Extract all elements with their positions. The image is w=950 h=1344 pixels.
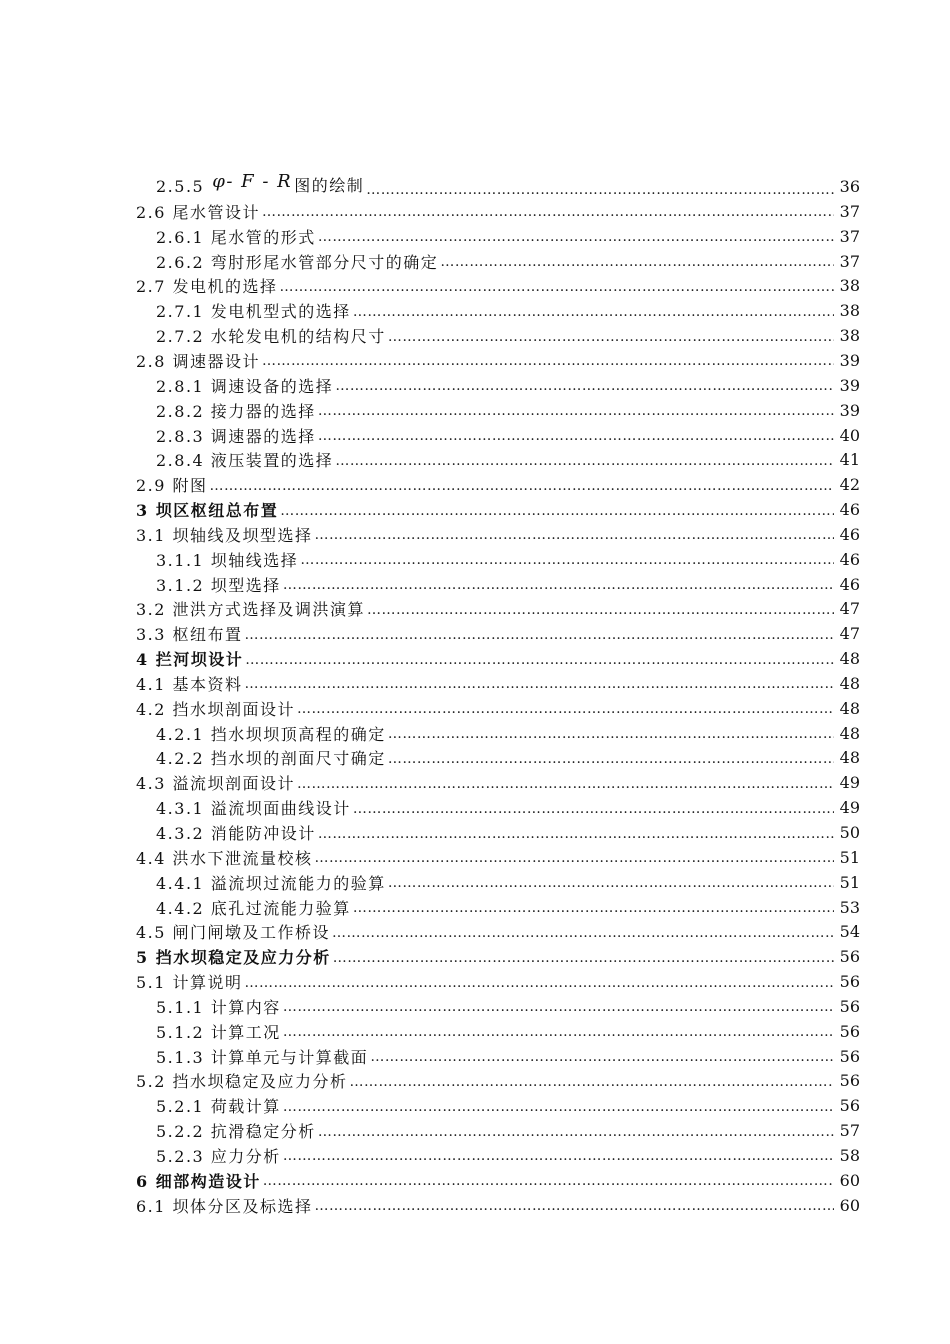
toc-entry[interactable] [136,522,860,547]
toc-entry-title: 4.4 洪水下泄流量校核 [136,848,313,868]
toc-entry-title: 5.2.3 应力分析 [156,1146,281,1166]
dot-leader [318,1125,834,1139]
toc-entry-title: 2.8.2 接力器的选择 [156,401,316,421]
toc-entry-number: 2.5.5 [156,177,205,196]
dot-leader [353,802,834,816]
toc-entry[interactable] [136,1044,860,1069]
dot-leader [353,901,834,915]
toc-entry-title: 4 拦河坝设计 [136,650,244,670]
toc-entry-title: 5.2.1 荷载计算 [156,1097,281,1117]
toc-entry-title: 4.2.1 挡水坝坝顶高程的确定 [156,724,386,744]
dot-leader [388,752,834,766]
toc-entry[interactable] [136,572,860,597]
toc-entry-title: 4.5 闸门闸墩及工作桥设 [136,923,331,943]
toc-entry-title: 2.7 发电机的选择 [136,277,278,297]
toc-entry[interactable] [136,199,860,224]
toc-entry[interactable] [136,298,860,323]
toc-entry-page: 36 [839,177,860,196]
dot-leader [318,827,834,841]
toc-entry-page: 60 [839,1195,860,1215]
toc-entry-page: 51 [839,872,860,892]
toc-entry-page: 57 [839,1121,860,1141]
dot-leader [335,379,834,393]
toc-entry-page: 48 [839,698,860,718]
toc-entry-title: 2.9 附图 [136,476,208,496]
toc-entry-page: 54 [839,922,860,942]
dot-leader [333,951,834,965]
toc-entry-title: 5.2.2 抗滑稳定分析 [156,1122,316,1142]
toc-entry[interactable] [136,770,860,795]
toc-entry[interactable] [136,1093,860,1118]
toc-entry-title: 3.3 枢纽布置 [136,625,243,645]
toc-entry-title: 4.3.2 消能防冲设计 [156,824,316,844]
toc-entry[interactable] [136,944,860,969]
toc-entry-title: 2.8.3 调速器的选择 [156,426,316,446]
toc-entry[interactable] [136,746,860,771]
dot-leader [283,578,834,592]
dot-leader [283,1149,834,1163]
dot-leader [297,702,834,716]
toc-entry[interactable] [136,348,860,373]
toc-entry[interactable] [136,994,860,1019]
toc-entry-page: 47 [839,599,860,619]
dot-leader [388,330,834,344]
toc-entry-page: 48 [839,649,860,669]
dot-leader [280,504,834,518]
dot-leader [318,230,834,244]
toc-entry-page: 48 [839,723,860,743]
toc-entry-page: 37 [839,201,860,221]
toc-entry[interactable] [136,696,860,721]
toc-entry-page: 42 [839,475,860,495]
toc-entry[interactable] [136,1118,860,1143]
toc-entry-title: 2.8.1 调速设备的选择 [156,376,334,396]
dot-leader [366,183,834,197]
toc-entry[interactable] [136,795,860,820]
toc-entry-title: 3.1 坝轴线及坝型选择 [136,525,313,545]
toc-entry-page: 51 [839,847,860,867]
toc-entry[interactable] [136,472,860,497]
toc-entry[interactable] [136,621,860,646]
toc-entry-page: 49 [839,773,860,793]
toc-entry-title: 3.1.1 坝轴线选择 [156,550,299,570]
toc-entry-formula: φ- F - R [212,171,293,192]
toc-entry-title: 图的绘制 [294,176,365,195]
dot-leader [297,777,834,791]
dot-leader [315,1199,834,1213]
toc-entry-title: 2.8 调速器设计 [136,351,261,371]
toc-entry[interactable] [136,721,860,746]
toc-entry-page: 50 [839,823,860,843]
dot-leader [388,727,834,741]
dot-leader [262,205,834,219]
toc-entry-title: 4.3 溢流坝剖面设计 [136,774,296,794]
dot-leader [210,479,834,493]
dot-leader [245,653,834,667]
dot-leader [262,354,834,368]
dot-leader [350,1075,834,1089]
toc-entry-page: 48 [839,748,860,768]
toc-entry-page: 56 [839,1071,860,1091]
toc-entry-title: 5 挡水坝稳定及应力分析 [136,948,331,968]
toc-entry[interactable] [136,671,860,696]
toc-entry-page: 39 [839,375,860,395]
dot-leader [283,1025,834,1039]
toc-entry[interactable] [136,423,860,448]
toc-entry-page: 56 [839,1046,860,1066]
toc-entry[interactable] [136,398,860,423]
dot-leader [370,1050,834,1064]
toc-entry[interactable] [136,895,860,920]
dot-leader [245,976,834,990]
toc-entry-title: 2.7.1 发电机型式的选择 [156,302,351,322]
toc-entry-page: 39 [839,400,860,420]
toc-entry[interactable] [136,870,860,895]
dot-leader [353,305,834,319]
toc-entry[interactable] [136,820,860,845]
toc-entry-page: 49 [839,798,860,818]
dot-leader [263,1174,834,1188]
toc-entry-page: 46 [839,549,860,569]
toc-entry[interactable] [136,497,860,522]
toc-entry-title: 2.7.2 水轮发电机的结构尺寸 [156,327,386,347]
toc-entry-page: 40 [839,425,860,445]
dot-leader [283,1100,834,1114]
toc-entry[interactable] [136,1069,860,1094]
toc-entry-page: 56 [839,972,860,992]
toc-entry-page: 60 [839,1170,860,1190]
toc-entry[interactable] [136,224,860,249]
toc-entry-title: 5.1.2 计算工况 [156,1022,281,1042]
toc-entry[interactable] [136,1019,860,1044]
toc-entry-page: 56 [839,1096,860,1116]
toc-entry[interactable] [136,1168,860,1193]
dot-leader [283,1000,834,1014]
dot-leader [300,553,834,567]
toc-entry-title: 5.2 挡水坝稳定及应力分析 [136,1072,348,1092]
dot-leader [332,926,834,940]
toc-entry[interactable] [136,969,860,994]
toc-entry-page: 37 [839,226,860,246]
toc-entry[interactable] [136,323,860,348]
toc-entry-title: 5.1 计算说明 [136,973,243,993]
dot-leader [367,603,834,617]
dot-leader [335,454,834,468]
toc-entry-page: 46 [839,524,860,544]
toc-entry-title: 3.1.2 坝型选择 [156,575,281,595]
toc-entry-page: 56 [839,1021,860,1041]
toc-entry-list [136,199,860,1218]
toc-entry-page: 37 [839,251,860,271]
toc-entry-page: 38 [839,326,860,346]
toc-entry-title: 5.1.3 计算单元与计算截面 [156,1047,369,1067]
toc-entry[interactable] [136,274,860,299]
toc-entry[interactable] [136,1143,860,1168]
toc-entry[interactable] [136,845,860,870]
dot-leader [245,628,834,642]
dot-leader [245,677,834,691]
toc-entry-page: 56 [839,996,860,1016]
toc-entry[interactable] [136,447,860,472]
table-of-contents [136,162,860,1218]
toc-entry-page: 41 [839,450,860,470]
toc-entry-page: 53 [839,897,860,917]
toc-entry-title: 4.2.2 挡水坝的剖面尺寸确定 [156,749,386,769]
toc-entry-page: 58 [839,1145,860,1165]
toc-entry-page: 38 [839,301,860,321]
toc-entry-page: 46 [839,574,860,594]
toc-entry-title: 2.8.4 液压装置的选择 [156,451,334,471]
toc-entry[interactable] [136,1193,860,1218]
toc-entry-page: 38 [839,276,860,296]
toc-entry[interactable] [136,373,860,398]
toc-entry-title: 2.6.2 弯肘形尾水管部分尺寸的确定 [156,252,439,272]
dot-leader [318,429,834,443]
dot-leader [315,528,834,542]
toc-entry-title: 5.1.1 计算内容 [156,997,281,1017]
toc-entry-title: 4.2 挡水坝剖面设计 [136,699,296,719]
toc-entry[interactable] [136,547,860,572]
toc-entry-title: 3.2 泄洪方式选择及调洪演算 [136,600,366,620]
toc-entry-title: 3 坝区枢纽总布置 [136,501,279,521]
toc-entry[interactable] [136,919,860,944]
toc-entry-title: 2.6 尾水管设计 [136,202,261,222]
dot-leader [440,255,834,269]
toc-entry-page: 48 [839,673,860,693]
toc-entry-page: 47 [839,624,860,644]
dot-leader [318,404,834,418]
toc-entry-title: 4.1 基本资料 [136,674,243,694]
toc-entry-title: 4.4.2 底孔过流能力验算 [156,898,351,918]
toc-entry[interactable] [136,249,860,274]
dot-leader [315,851,834,865]
toc-entry-title: 4.3.1 溢流坝面曲线设计 [156,799,351,819]
toc-entry-page: 46 [839,500,860,520]
toc-entry-title: 2.6.1 尾水管的形式 [156,227,316,247]
toc-entry[interactable] [136,162,860,199]
toc-entry-title: 6.1 坝体分区及标选择 [136,1196,313,1216]
toc-entry-title: 4.4.1 溢流坝过流能力的验算 [156,873,386,893]
dot-leader [280,280,834,294]
dot-leader [388,876,834,890]
toc-entry-page: 39 [839,350,860,370]
toc-entry[interactable] [136,597,860,622]
toc-entry-title: 6 细部构造设计 [136,1171,261,1191]
toc-entry-page: 56 [839,947,860,967]
toc-entry[interactable] [136,646,860,671]
